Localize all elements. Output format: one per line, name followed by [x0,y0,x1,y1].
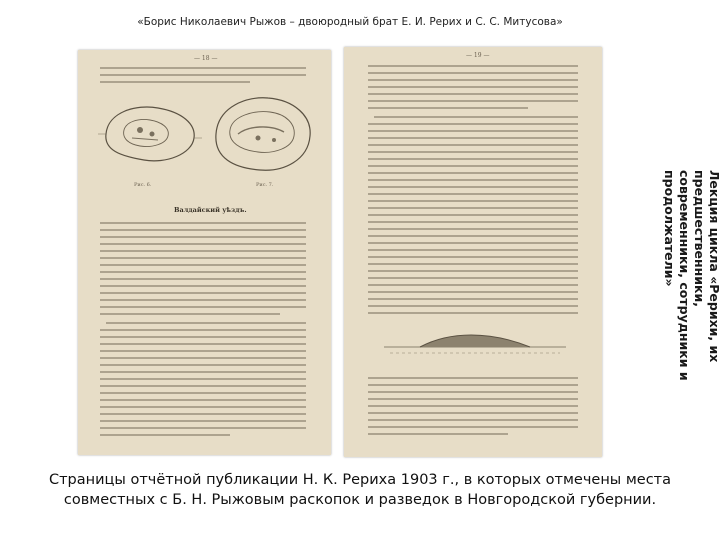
cross-section-drawing [380,323,570,373]
excavation-plan-figure-2 [208,90,318,178]
excavation-plan-figure-1 [96,94,206,174]
figure-label-1: Рис. 6. [134,182,152,188]
figure-label-2: Рис. 7. [256,182,274,188]
section-heading: Валдайский уѣздъ. [174,206,247,214]
slide-title: «Борис Николаевич Рыжов – двоюродный брат Е. И. Рерих и С. С. Митусова» [137,16,563,28]
scanned-page-left [78,50,331,455]
side-lecture-caption [612,170,722,410]
side-caption-text: Лекция цикла «Рерихи, их предшественники, современники, сотрудники и продолжатели» [662,170,722,381]
page-number-right: — 19 — [466,52,490,59]
scanned-page-right [344,47,602,457]
page-number-left: — 18 — [194,55,218,62]
bottom-caption: Страницы отчётной публикации Н. К. Рериха 1903 г., в которых отмечены места совместных с Б. Н. Рыжовым раскопок и разведок в Новгородской губернии. [48,472,672,508]
